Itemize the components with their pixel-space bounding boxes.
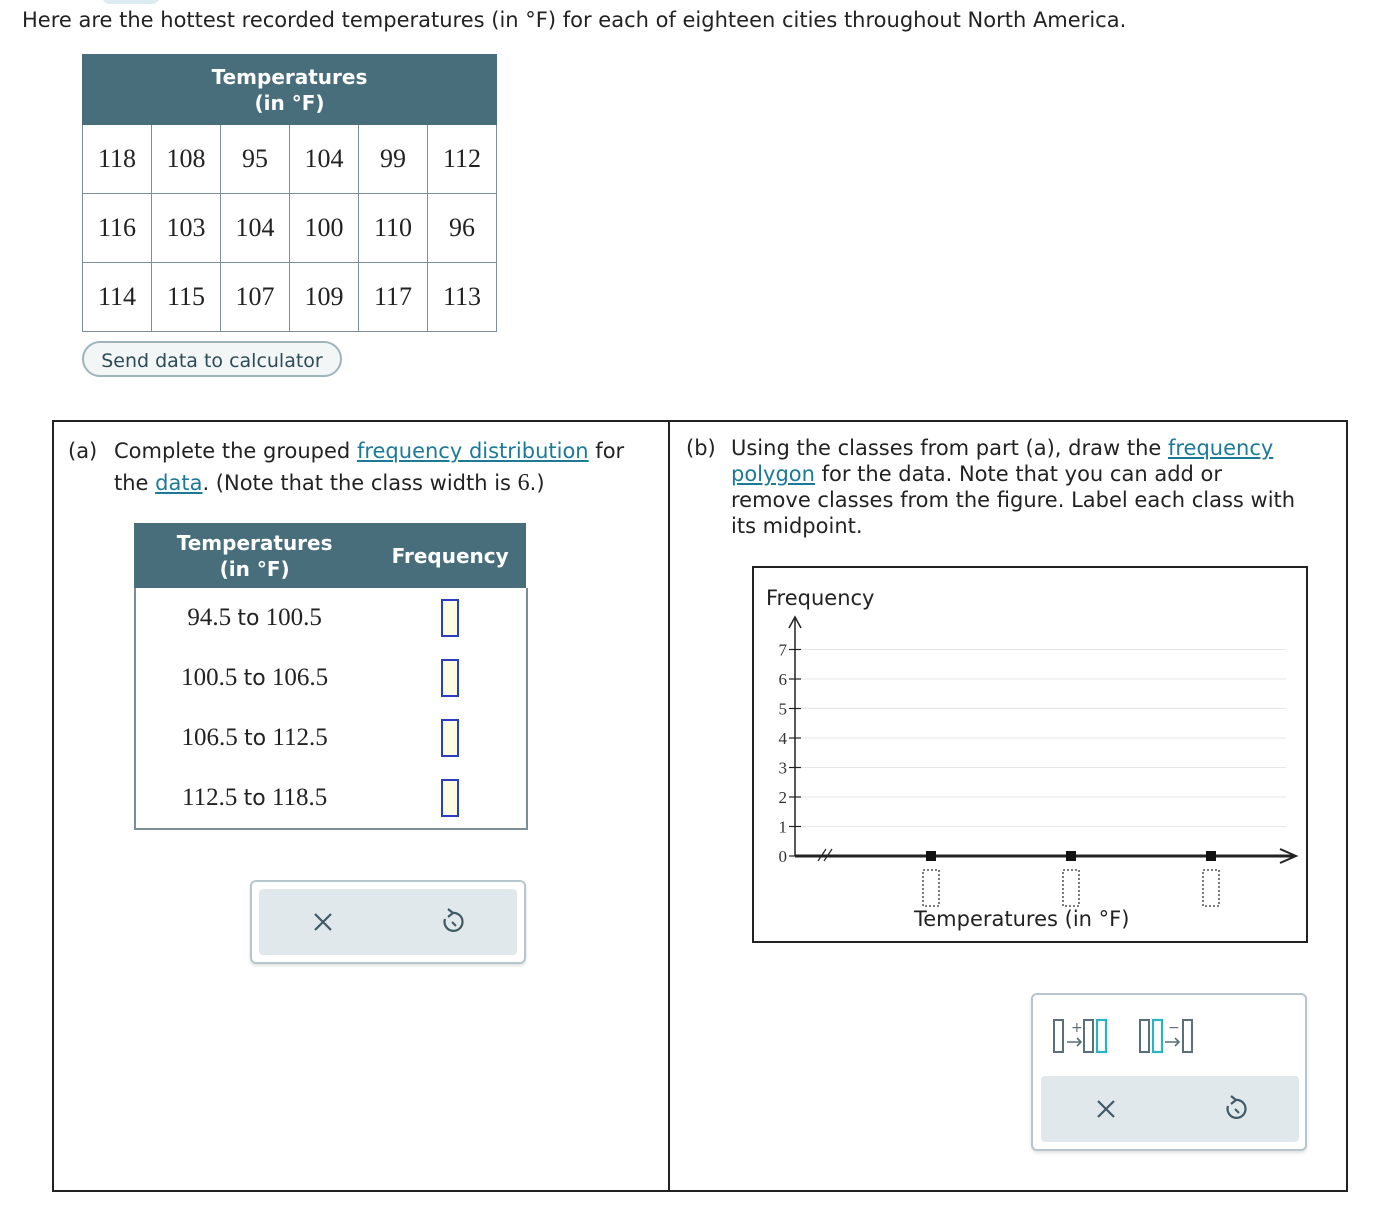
- frequency-input[interactable]: [441, 599, 459, 637]
- data-cell: 115: [152, 263, 221, 332]
- data-table-header: Temperatures (in °F): [83, 55, 497, 125]
- y-tick-label: 3: [778, 758, 787, 778]
- class-label: 94.5 to 100.5: [187, 604, 322, 631]
- frequency-column-header: Frequency: [375, 524, 526, 588]
- y-tick-label: 0: [778, 847, 787, 866]
- y-tick-label: 5: [778, 699, 787, 719]
- close-icon[interactable]: [303, 902, 343, 942]
- data-cell: 107: [221, 263, 290, 332]
- part-a-prompt: Complete the grouped frequency distribution for the data. (Note that the class width is 6.): [114, 439, 625, 496]
- y-tick-label: 6: [778, 670, 787, 689]
- y-tick-label: 1: [778, 817, 787, 837]
- frequency-input[interactable]: [441, 659, 459, 697]
- data-cell: 109: [290, 263, 359, 332]
- data-cell: 99: [359, 125, 428, 194]
- x-axis-label: Temperatures (in °F): [914, 907, 1130, 931]
- frequency-input[interactable]: [441, 719, 459, 757]
- remove-class-icon[interactable]: [1137, 1015, 1201, 1057]
- data-cell: 113: [428, 263, 497, 332]
- top-tab: [102, 0, 160, 4]
- close-icon[interactable]: [1086, 1089, 1126, 1129]
- part-b-action-panel: [1031, 993, 1307, 1151]
- frequency-cell: [375, 588, 526, 649]
- polygon-point[interactable]: [1066, 851, 1076, 861]
- class-label: 106.5 to 112.5: [181, 724, 328, 751]
- svg-text:−: −: [1168, 1020, 1180, 1036]
- undo-icon[interactable]: [432, 902, 472, 942]
- frequency-polygon-link[interactable]: frequency: [1167, 436, 1274, 460]
- data-cell: 116: [83, 194, 152, 263]
- chart-canvas[interactable]: [754, 568, 1306, 941]
- data-link[interactable]: data: [155, 471, 203, 495]
- add-class-icon[interactable]: [1051, 1015, 1115, 1057]
- data-cell: 100: [290, 194, 359, 263]
- table-row: [83, 263, 497, 332]
- data-table: [82, 54, 497, 332]
- frequency-table: [134, 523, 526, 828]
- data-cell: 104: [290, 125, 359, 194]
- data-cell: 95: [221, 125, 290, 194]
- class-label: 100.5 to 106.5: [181, 664, 329, 691]
- table-row: [135, 768, 526, 828]
- data-cell: 104: [221, 194, 290, 263]
- frequency-polygon-graph[interactable]: [752, 566, 1308, 943]
- undo-icon[interactable]: [1215, 1089, 1255, 1129]
- data-cell: 108: [152, 125, 221, 194]
- svg-text:+: +: [1071, 1020, 1083, 1036]
- table-row: [83, 125, 497, 194]
- column-divider: [668, 420, 670, 1192]
- frequency-input[interactable]: [441, 779, 459, 817]
- midpoint-label-input[interactable]: [923, 870, 939, 906]
- y-tick-label: 2: [778, 788, 787, 807]
- data-cell: 110: [359, 194, 428, 263]
- class-width-value: 6: [517, 470, 530, 496]
- frequency-cell: [375, 708, 526, 768]
- frequency-cell: [375, 768, 526, 828]
- send-data-button[interactable]: Send data to calculator: [82, 341, 342, 377]
- polygon-point[interactable]: [1206, 851, 1216, 861]
- y-tick-label: 7: [778, 640, 787, 660]
- part-b-prompt: Using the classes from part (a), draw the frequency polygon for the data. Note that you can add or remove classes from the figure. Label each class with its midpoint.: [731, 436, 1296, 538]
- polygon-point[interactable]: [926, 851, 936, 861]
- part-a-action-bar: [259, 889, 517, 955]
- data-cell: 96: [428, 194, 497, 263]
- table-row: [135, 588, 526, 649]
- part-a-label: (a): [68, 439, 98, 463]
- table-row: [83, 194, 497, 263]
- midpoint-label-input[interactable]: [1063, 870, 1079, 906]
- polygon-link[interactable]: polygon: [731, 462, 815, 486]
- intro-text: Here are the hottest recorded temperatures (in °F) for each of eighteen cities throughout North America.: [22, 8, 1127, 32]
- part-b-label: (b): [686, 436, 716, 460]
- y-tick-label: 4: [778, 729, 787, 748]
- data-cell: 117: [359, 263, 428, 332]
- frequency-cell: [375, 648, 526, 708]
- table-row: [135, 708, 526, 768]
- temperature-column-header: Temperatures (in °F): [135, 524, 375, 588]
- data-cell: 103: [152, 194, 221, 263]
- table-row: [135, 648, 526, 708]
- data-cell: 114: [83, 263, 152, 332]
- data-cell: 118: [83, 125, 152, 194]
- y-axis-label: Frequency: [766, 586, 875, 610]
- frequency-distribution-link[interactable]: frequency distribution: [356, 439, 589, 463]
- midpoint-label-input[interactable]: [1203, 870, 1219, 906]
- class-label: 112.5 to 118.5: [182, 784, 328, 811]
- part-a-action-panel: [250, 880, 526, 964]
- part-b-action-bar: [1041, 1076, 1299, 1142]
- data-cell: 112: [428, 125, 497, 194]
